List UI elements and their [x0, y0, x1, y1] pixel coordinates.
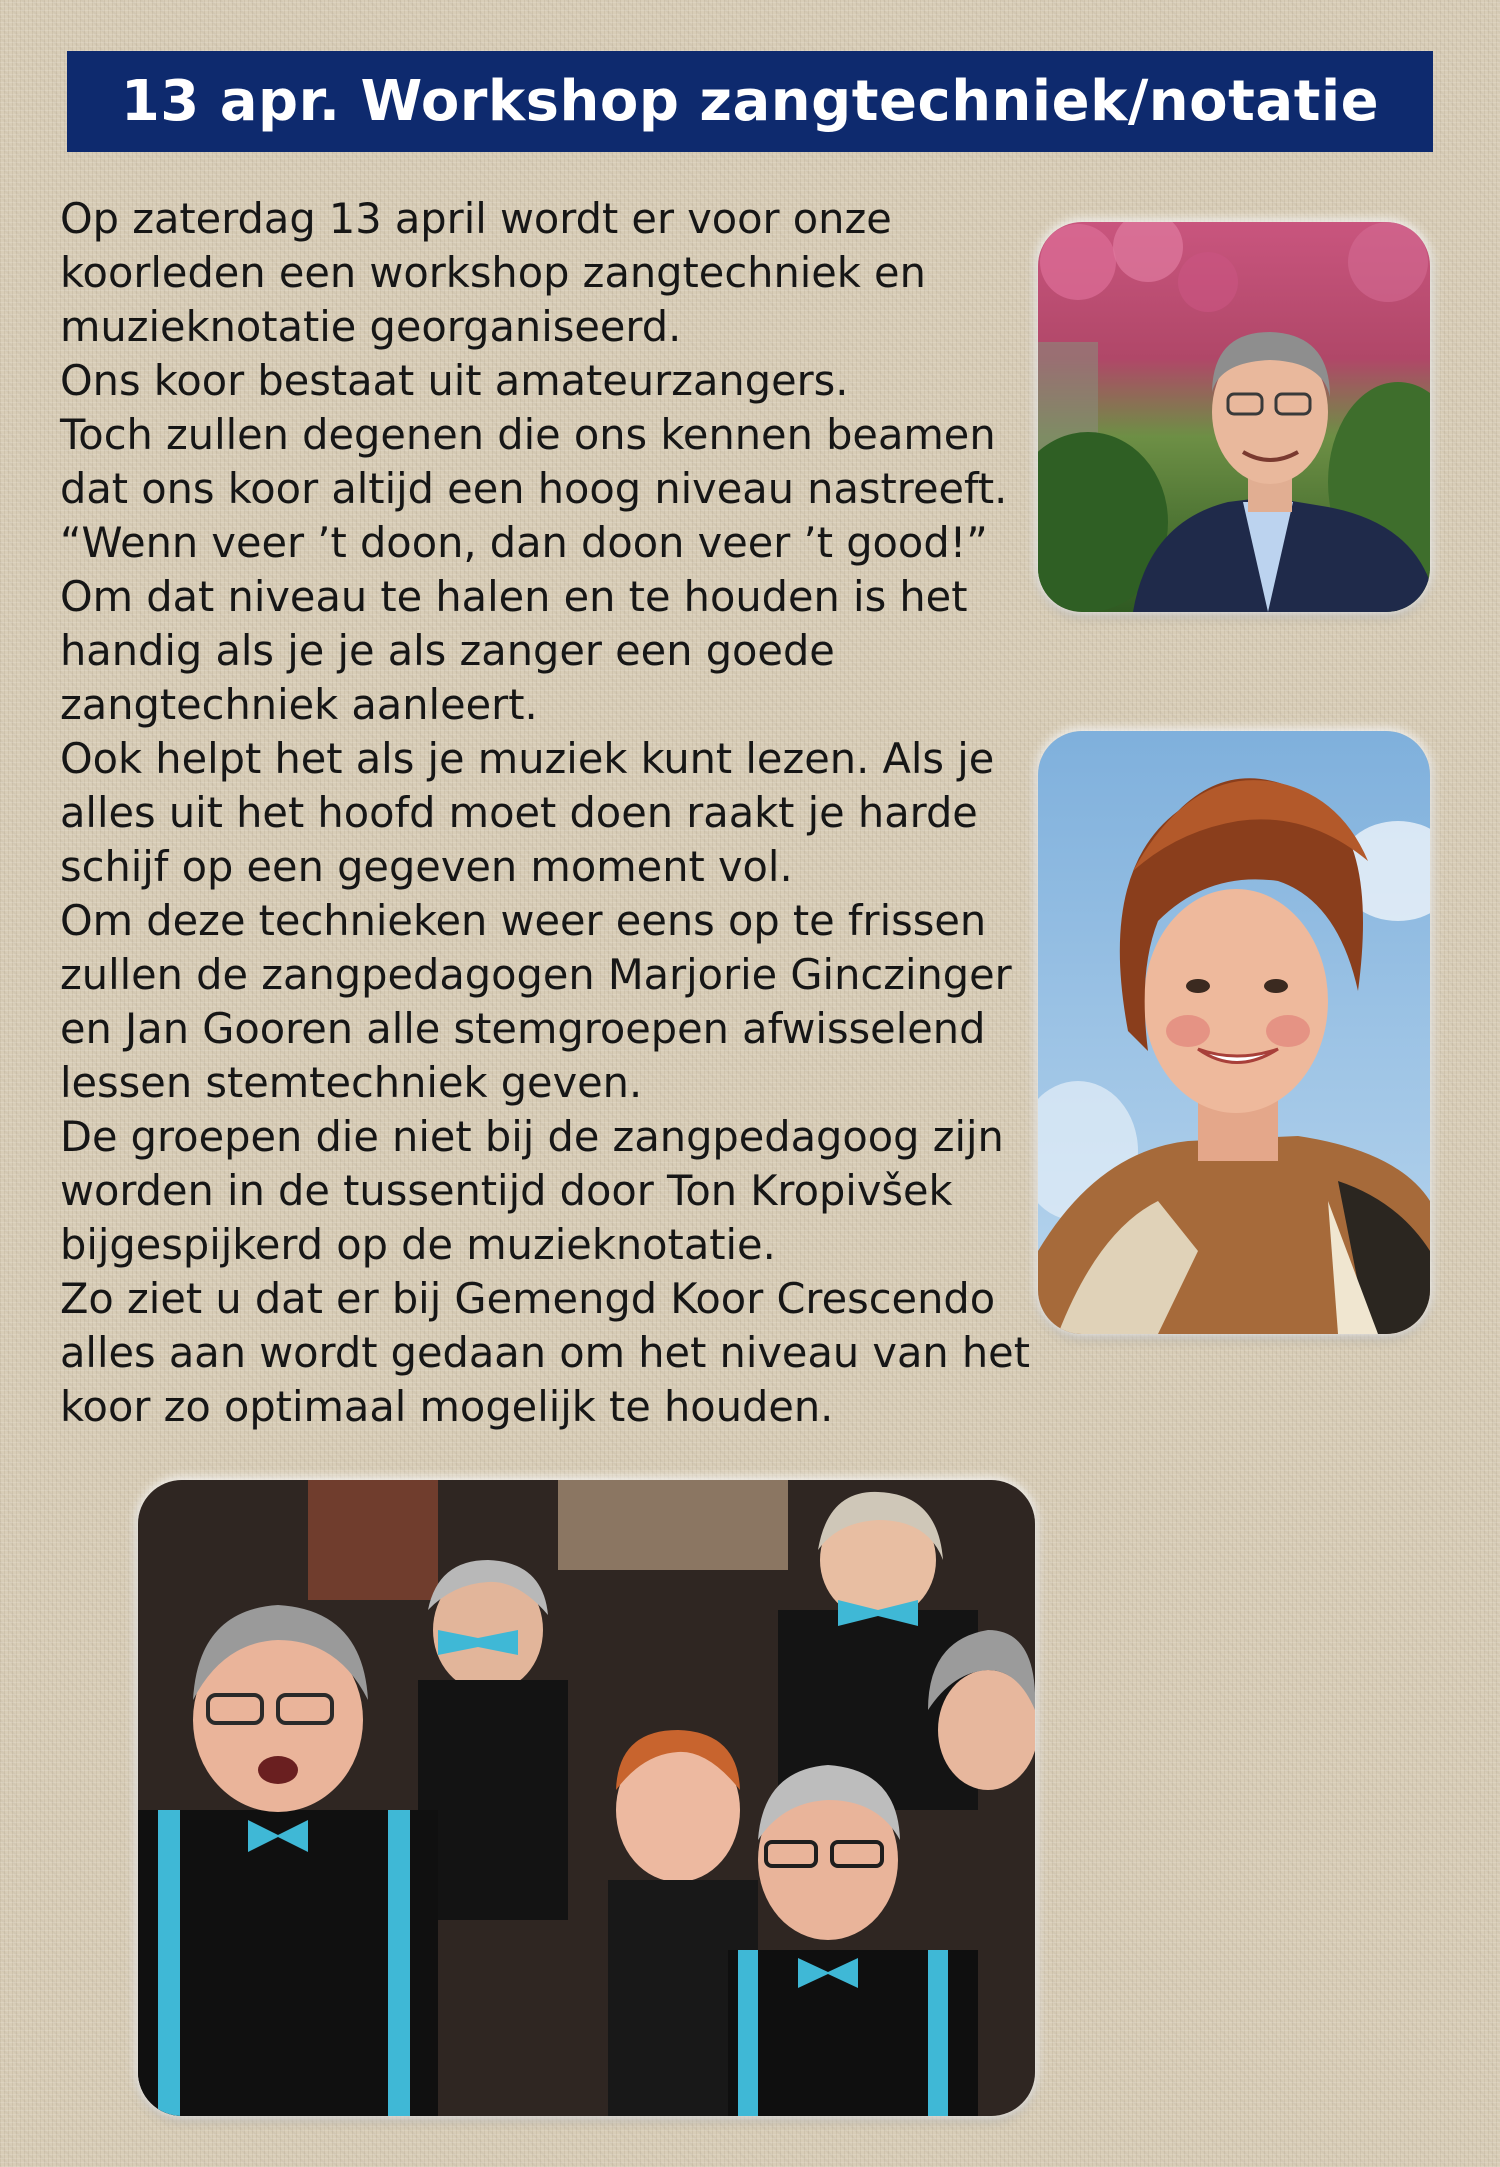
text-line: Op zaterdag 13 april wordt er voor onze: [60, 194, 892, 243]
text-line: Om dat niveau te halen en te houden is het: [60, 572, 968, 621]
text-line: Zo ziet u dat er bij Gemengd Koor Crescendo: [60, 1274, 996, 1323]
text-line: Ook helpt het als je muziek kunt lezen. Als je: [60, 734, 995, 783]
text-line: zangtechniek aanleert.: [60, 680, 538, 729]
text-line: alles uit het hoofd moet doen raakt je harde: [60, 788, 978, 837]
text-line: bijgespijkerd op de muzieknotatie.: [60, 1220, 776, 1269]
portrait-woman-photo: [1038, 731, 1430, 1334]
text-line: zullen de zangpedagogen Marjorie Ginczinger: [60, 950, 1012, 999]
text-line: schijf op een gegeven moment vol.: [60, 842, 793, 891]
text-line: dat ons koor altijd een hoog niveau nastreeft.: [60, 464, 1008, 513]
text-line: en Jan Gooren alle stemgroepen afwisselend: [60, 1004, 986, 1053]
text-line: handig als je je als zanger een goede: [60, 626, 835, 675]
text-line: koor zo optimaal mogelijk te houden.: [60, 1382, 834, 1431]
text-line: Toch zullen degenen die ons kennen beamen: [60, 410, 996, 459]
article-body: [60, 192, 1030, 1434]
text-line: alles aan wordt gedaan om het niveau van het: [60, 1328, 1030, 1377]
text-line: Om deze technieken weer eens op te frissen: [60, 896, 987, 945]
text-line: “Wenn veer ’t doon, dan doon veer ’t good!”: [60, 518, 988, 567]
choir-group-photo: [138, 1480, 1035, 2116]
text-line: De groepen die niet bij de zangpedagoog zijn: [60, 1112, 1004, 1161]
page-title: 13 apr. Workshop zangtechniek/notatie: [67, 51, 1433, 152]
portrait-man-photo: [1038, 222, 1430, 612]
text-line: koorleden een workshop zangtechniek en: [60, 248, 926, 297]
text-line: worden in de tussentijd door Ton Kropivšek: [60, 1166, 953, 1215]
text-line: lessen stemtechniek geven.: [60, 1058, 643, 1107]
text-line: Ons koor bestaat uit amateurzangers.: [60, 356, 849, 405]
text-line: muzieknotatie georganiseerd.: [60, 302, 682, 351]
